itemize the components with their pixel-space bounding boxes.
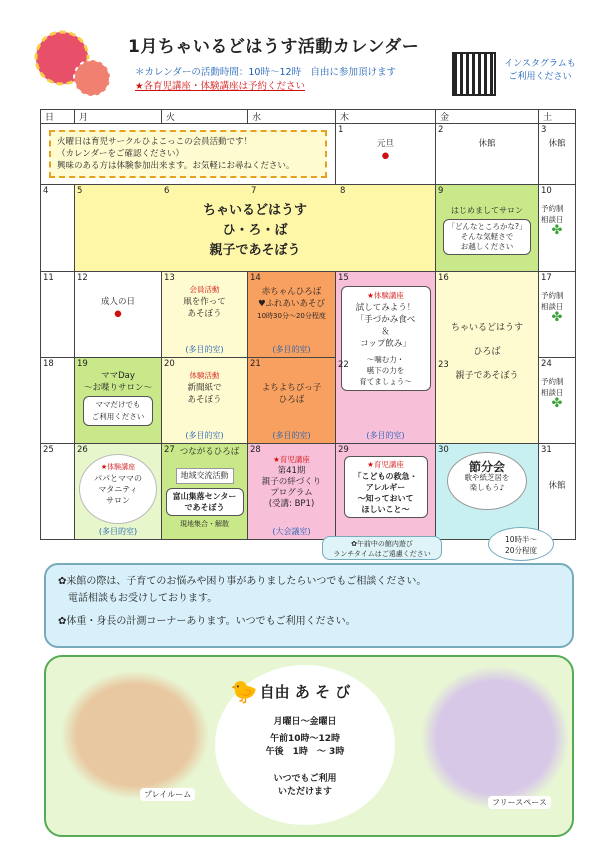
weekday-tue: 火 [162,110,248,124]
day-number: 29 [338,445,349,455]
day-cell-21[interactable] [248,358,336,444]
consult-note: ✿来館の際は、子育てのお悩みや困り事がありましたらいつでもご相談ください。 [58,576,427,587]
day-number: 1 [338,125,344,135]
reservation-note: ★各育児講座・体験講座は予約ください [135,81,306,92]
consult-day-label: 予約制 相談日 [541,204,564,224]
welcome-salon-title: はじめましてサロン [451,206,523,215]
circle-notice: 火曜日は育児サークルひよこっこの会員活動です！ （カレンダーをご確認ください） 興味のある方は体験参加出来ます。お気軽にお尋ねください。 [49,130,327,178]
day-cell-16-23[interactable] [436,272,539,444]
day-cell-2[interactable] [436,124,539,185]
course-tag: ★育児講座 [273,455,310,464]
weekday-fri: 金 [436,110,539,124]
room-label: (多目的室) [272,431,311,440]
consult-day-label: 予約制 相談日 [541,377,564,397]
closed-label: 休館 [478,139,496,149]
day-number: 11 [43,273,54,283]
hiroba-fri-title: ちゃいるどはうす ひろば 親子であそぼう [450,323,523,381]
bonding-program-title: 第41期 親子の絆づくり プログラム (受講: BP1) [261,466,322,509]
pm-hours: 午後 1時 ～ 3時 [265,747,345,757]
toddler-hiroba-title: よちよちぴっ子 ひろば [261,383,322,405]
free-space-photo [420,665,570,810]
day-cell-26[interactable] [75,444,162,540]
emergency-course-title: 「こどもの救急・ アレルギー ～知っておいて ほしいこと～ [353,472,418,514]
temari-balls-illustration [30,20,120,100]
playroom-label: プレイルーム [140,788,195,801]
day-cell-1[interactable] [336,124,436,185]
trial-activity-tag: 体験活動 [189,371,220,380]
touch-play-label: ♥ふれあいあそび [257,299,326,309]
day-number: 14 [250,273,261,283]
setsubun-title: 節分会 [468,460,505,474]
day-number: 20 [164,359,175,369]
kite-activity: 凧を作って あそぼう [183,297,226,319]
weekday-thu: 木 [336,110,436,124]
day-cell-12[interactable] [75,272,162,358]
day-cell-29[interactable] [336,444,436,540]
activity-time-note: ＊カレンダーの活動時間：10時～12時 自由に参加頂けます [135,67,397,78]
newspaper-activity: 新聞紙で あそぼう [187,383,222,405]
day-cell-9[interactable] [436,185,539,272]
meeting-note: 現地集合・解散 [180,520,229,528]
available-note: いつでもご利用 いただけます [273,774,337,797]
day-number: 22 [338,360,349,370]
free-space-label: フリースペース [488,796,551,809]
weekday-wed: 水 [248,110,336,124]
lunch-notice: ✿午前中の館内遊び ランチタイムはご遠慮ください [322,536,442,560]
setsubun-sub: 歌や紙芝居を 楽しもう♪ [464,473,510,492]
room-label: (多目的室) [98,527,138,536]
free-play-title: 自由 あ そ び [259,683,351,701]
coming-of-age-label: 成人の日 [100,297,135,307]
day-number: 9 [438,186,444,196]
day-cell-30[interactable] [436,444,539,540]
day-number: 25 [43,445,54,455]
day-cell-11[interactable] [41,272,75,358]
day-cell-25[interactable] [41,444,75,540]
day-cell-31[interactable] [539,444,576,540]
day-cell-14[interactable] [248,272,336,358]
clover-icon: ✤ [551,223,563,238]
playroom-photo [60,670,210,800]
day-number: 28 [250,445,261,455]
room-label: (多目的室) [185,431,224,440]
instagram-note: インスタグラムも ご利用ください [504,59,576,82]
day-number: 13 [164,273,175,283]
am-hours: 午前10時～12時 [269,734,341,744]
day-cell-3[interactable] [539,124,576,185]
baby-hiroba-title: 赤ちゃんひろば [261,287,322,297]
day-cell-28[interactable] [248,444,336,540]
day-number: 2 [438,125,444,135]
time-label: 10時30分～20分程度 [257,312,326,320]
day-cell-24[interactable] [539,358,576,444]
day-cell-13[interactable] [162,272,248,358]
day-number: 3 [541,125,547,135]
time-bubble: 10時半～ 20分程度 [488,527,554,561]
day-number: 4 [43,186,49,196]
setsubun-circle [447,452,527,510]
room-label: (多目的室) [185,345,224,354]
day-number: 19 [77,359,88,369]
new-year-label: 元旦 [376,139,394,149]
day-number: 26 [77,445,88,455]
day-number: 30 [438,445,449,455]
closed-label: 休館 [548,481,566,491]
info-panel [44,563,574,648]
day-number: 15 [338,273,349,283]
day-cell-20[interactable] [162,358,248,444]
welcome-salon-note: 「どんなところかな?」 そんな気軽さで お越しください [443,219,531,255]
hiroba-cell[interactable] [75,185,436,272]
community-badge: 地域交流活動 [176,468,234,484]
day-number: 7 [251,186,257,196]
day-cell-15-22[interactable] [336,272,436,444]
day-number: 8 [340,186,346,196]
day-number: 27 [164,445,175,455]
day-number: 31 [541,445,552,455]
day-cell-27[interactable] [162,444,248,540]
bird-icon: 🐤 [230,680,258,705]
flag-icon: ● [114,309,122,319]
room-label: (多目的室) [366,431,405,440]
maternity-salon-title: パパとママの マタニティ サロン [94,474,142,505]
day-cell-4[interactable] [41,185,75,272]
notice-cell [41,124,336,185]
day-number: 21 [250,359,261,369]
consult-day-label: 予約制 相談日 [541,291,564,311]
day-number: 18 [43,359,54,369]
hiroba-title: ちゃいるどはうす ひ・ろ・ば 親子であそぼう [202,203,307,258]
weaning-course-box [341,286,431,391]
day-cell-18[interactable] [41,358,75,444]
page-title: 1月ちゃいるどはうす活動カレンダー [128,37,420,57]
outing-box: 富山集落センター であそぼう [166,488,244,516]
day-cell-17[interactable] [539,272,576,358]
clover-icon: ✤ [551,396,563,411]
connect-hiroba-title: つながるひろば [179,447,240,457]
weaning-course-title: 試してみよう！ 「手づかみ食べ ＆ コップ飲み」 [355,303,416,349]
days-label: 月曜日～金曜日 [273,717,337,727]
qr-code-icon[interactable] [452,52,496,96]
measure-note: ✿体重・身長の計測コーナーあります。いつでもご利用ください。 [58,616,356,627]
day-number: 23 [438,360,449,370]
calendar-table [40,109,576,540]
weekday-sat: 土 [539,110,576,124]
flag-icon: ● [381,151,390,161]
closed-label: 休館 [548,139,566,149]
day-number: 12 [77,273,88,283]
weaning-course-sub: ～噛む力・ 嚥下の力を 育てましょう～ [359,355,412,386]
day-cell-10[interactable] [539,185,576,272]
course-tag: ★体験講座 [100,463,136,471]
day-number: 24 [541,359,552,369]
course-tag: ★育児講座 [367,460,404,469]
mama-day-title: ママDay ～お喋りサロン～ [83,371,152,393]
day-number: 17 [541,273,552,283]
clover-icon: ✤ [551,310,563,325]
emergency-course-box [344,456,428,518]
phone-note: 電話相談もお受けしております。 [58,593,218,604]
day-cell-19[interactable] [75,358,162,444]
mama-day-note: ママだけでも ご利用ください [83,396,153,426]
weekday-sun: 日 [41,110,75,124]
course-tag: ★体験講座 [367,291,404,300]
day-number: 16 [438,273,449,283]
room-label: (大会議室) [272,527,311,536]
room-label: (多目的室) [272,345,311,354]
day-number: 5 [77,186,83,196]
member-activity-tag: 会員活動 [189,285,220,294]
weekday-mon: 月 [75,110,162,124]
maternity-salon-circle [79,454,157,524]
day-number: 10 [541,186,552,196]
day-number: 6 [164,186,170,196]
